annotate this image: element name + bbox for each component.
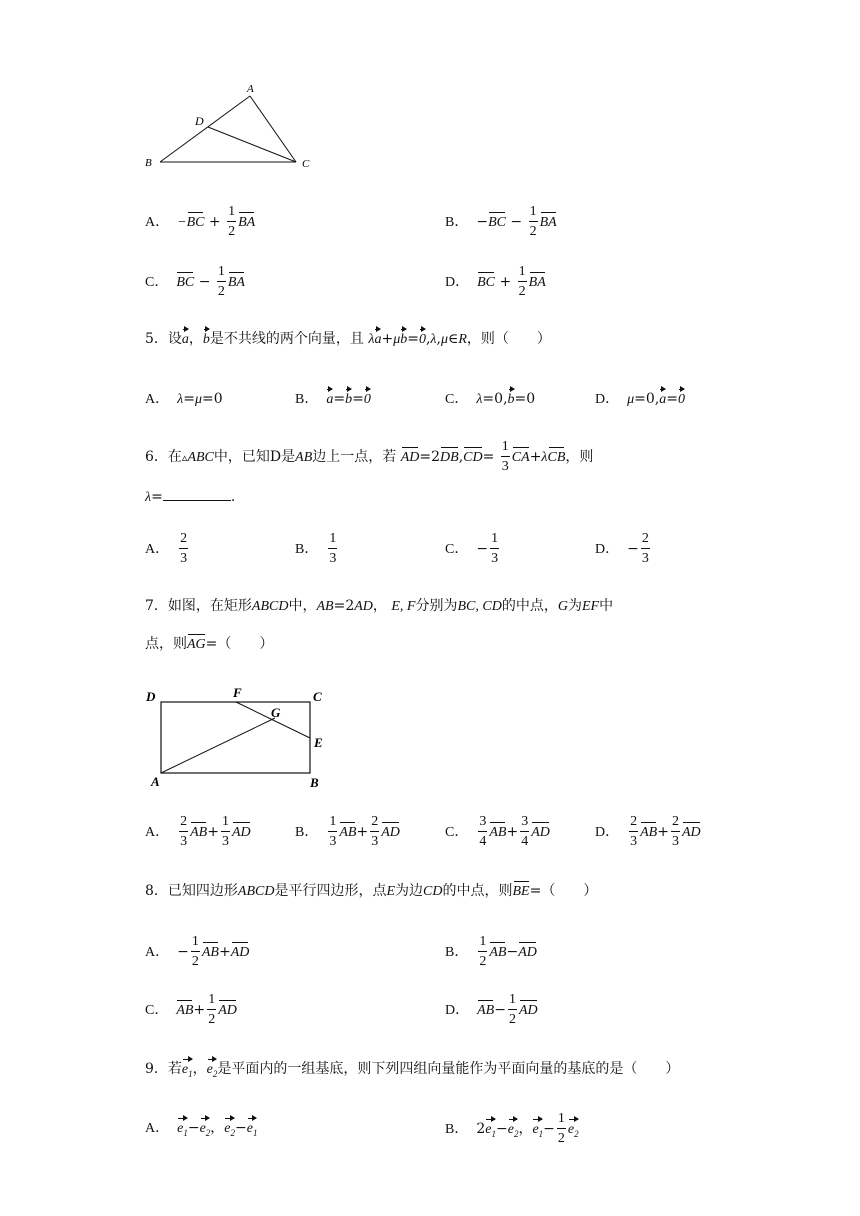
q5-option-b[interactable]: B． a=b=0 xyxy=(295,391,371,407)
q5-option-c[interactable]: C． λ=0,b=0 xyxy=(445,391,536,407)
answer-blank[interactable] xyxy=(163,488,231,501)
q8-option-c[interactable]: C． AB+ $\frac{1}{2}$ AD xyxy=(145,992,237,1027)
fraction: $\frac{2}{3}$ xyxy=(180,531,188,566)
fraction: $\frac{2}{3}$ xyxy=(630,814,638,849)
q6-option-c[interactable]: C． − $\frac{1}{3}$ xyxy=(445,531,499,566)
fraction: $\frac{1}{2}$ xyxy=(208,992,216,1027)
q4-option-d[interactable]: D． BC + $\frac{1}{2}$ BA xyxy=(445,264,546,299)
fraction: $\frac{1}{3}$ xyxy=(501,439,509,474)
q9-option-a[interactable]: A． $e_1-e_2$，$e_2-e_1$ xyxy=(145,1120,258,1138)
vertex-d-label: D xyxy=(195,114,204,128)
fraction: $\frac{1}{2}$ xyxy=(557,1111,565,1146)
q7-option-d[interactable]: D． $\frac{2}{3}$ AB+ $\frac{2}{3}$ AD xyxy=(595,814,701,849)
fraction: $\frac{1}{2}$ xyxy=(508,992,516,1027)
vertex-a-label: A xyxy=(151,774,160,789)
fraction: $\frac{1}{2}$ xyxy=(217,264,225,299)
q8-stem: 8．已知四边形ABCD是平行四边形，点E为边CD的中点，则BE=（ ） xyxy=(145,883,598,899)
q9-option-b[interactable]: B． $2e_1-e_2$，$e_1-$ $\frac{1}{2}$ $e_2$ xyxy=(445,1111,579,1146)
q8-option-b[interactable]: B． $\frac{1}{2}$ AB−AD xyxy=(445,934,537,969)
fraction: $\frac{1}{2}$ xyxy=(518,264,526,299)
fraction: $\frac{1}{2}$ xyxy=(479,934,487,969)
fraction: $\frac{1}{3}$ xyxy=(329,531,337,566)
q6-option-b[interactable]: B． $\frac{1}{3}$ xyxy=(295,531,337,566)
fraction: $\frac{1}{3}$ xyxy=(221,814,229,849)
q8-option-a[interactable]: A． − $\frac{1}{2}$ AB+AD xyxy=(145,934,250,969)
q5-stem: 5．设a，b是不共线的两个向量，且 λa+μb=0,λ,μ∈R，则（ ） xyxy=(145,331,551,347)
q7-stem: 7．如图，在矩形ABCD中，AB=2AD， E, F分别为BC, CD的中点，G为EF中 xyxy=(145,598,614,614)
q5-option-d[interactable]: D． μ=0,a=0 xyxy=(595,391,685,407)
q7-option-a[interactable]: A． $\frac{2}{3}$ AB+ $\frac{1}{3}$ AD xyxy=(145,814,251,849)
vertex-d-label: D xyxy=(146,689,156,704)
rectangle-figure xyxy=(140,680,340,792)
q6-stem: 6．在▵ABC中，已知D是AB边上一点，若 AD=2DB,CD= $\frac{1}{3}$ CA+λCB，则 xyxy=(145,439,594,474)
q9-stem: 9．若$e_1$，$e_2$是平面内的一组基底，则下列四组向量能作为平面向量的基底的是（ ） xyxy=(145,1061,680,1079)
fraction: $\frac{1}{2}$ xyxy=(228,204,236,239)
vertex-f-label: F xyxy=(233,685,242,700)
q6-option-d[interactable]: D． − $\frac{2}{3}$ xyxy=(595,531,649,566)
triangle-figure xyxy=(140,78,330,178)
fraction: $\frac{2}{3}$ xyxy=(371,814,379,849)
vertex-b-label: B xyxy=(310,775,319,790)
fraction: $\frac{1}{2}$ xyxy=(529,204,537,239)
q5-option-a[interactable]: A． λ=μ=0 xyxy=(145,391,223,407)
vertex-a-label: A xyxy=(247,83,254,95)
q8-option-d[interactable]: D． AB− $\frac{1}{2}$ AD xyxy=(445,992,538,1027)
fraction: $\frac{3}{4}$ xyxy=(521,814,529,849)
vertex-b-label: B xyxy=(145,157,152,169)
q4-option-a[interactable]: A． −BC + $\frac{1}{2}$ BA xyxy=(145,204,256,239)
q7-option-b[interactable]: B． $\frac{1}{3}$ AB+ $\frac{2}{3}$ AD xyxy=(295,814,400,849)
q4-option-c[interactable]: C． BC − $\frac{1}{2}$ BA xyxy=(145,264,245,299)
vertex-c-label: C xyxy=(313,689,322,704)
q4-option-b[interactable]: B． −BC − $\frac{1}{2}$ BA xyxy=(445,204,557,239)
q7-stem-line2: 点，则AG=（ ） xyxy=(145,636,274,652)
fraction: $\frac{2}{3}$ xyxy=(180,814,188,849)
vertex-e-label: E xyxy=(314,735,323,750)
q6-option-a[interactable]: A． $\frac{2}{3}$ xyxy=(145,531,188,566)
q7-option-c[interactable]: C． $\frac{3}{4}$ AB+ $\frac{3}{4}$ AD xyxy=(445,814,550,849)
fraction: $\frac{2}{3}$ xyxy=(671,814,679,849)
fraction: $\frac{2}{3}$ xyxy=(641,531,649,566)
vertex-g-label: G xyxy=(271,705,281,720)
vertex-c-label: C xyxy=(302,158,310,170)
fraction: $\frac{3}{4}$ xyxy=(479,814,487,849)
fraction: $\frac{1}{2}$ xyxy=(191,934,199,969)
q6-stem-line2: λ= . xyxy=(145,489,236,505)
fraction: $\frac{1}{3}$ xyxy=(491,531,499,566)
fraction: $\frac{1}{3}$ xyxy=(329,814,337,849)
